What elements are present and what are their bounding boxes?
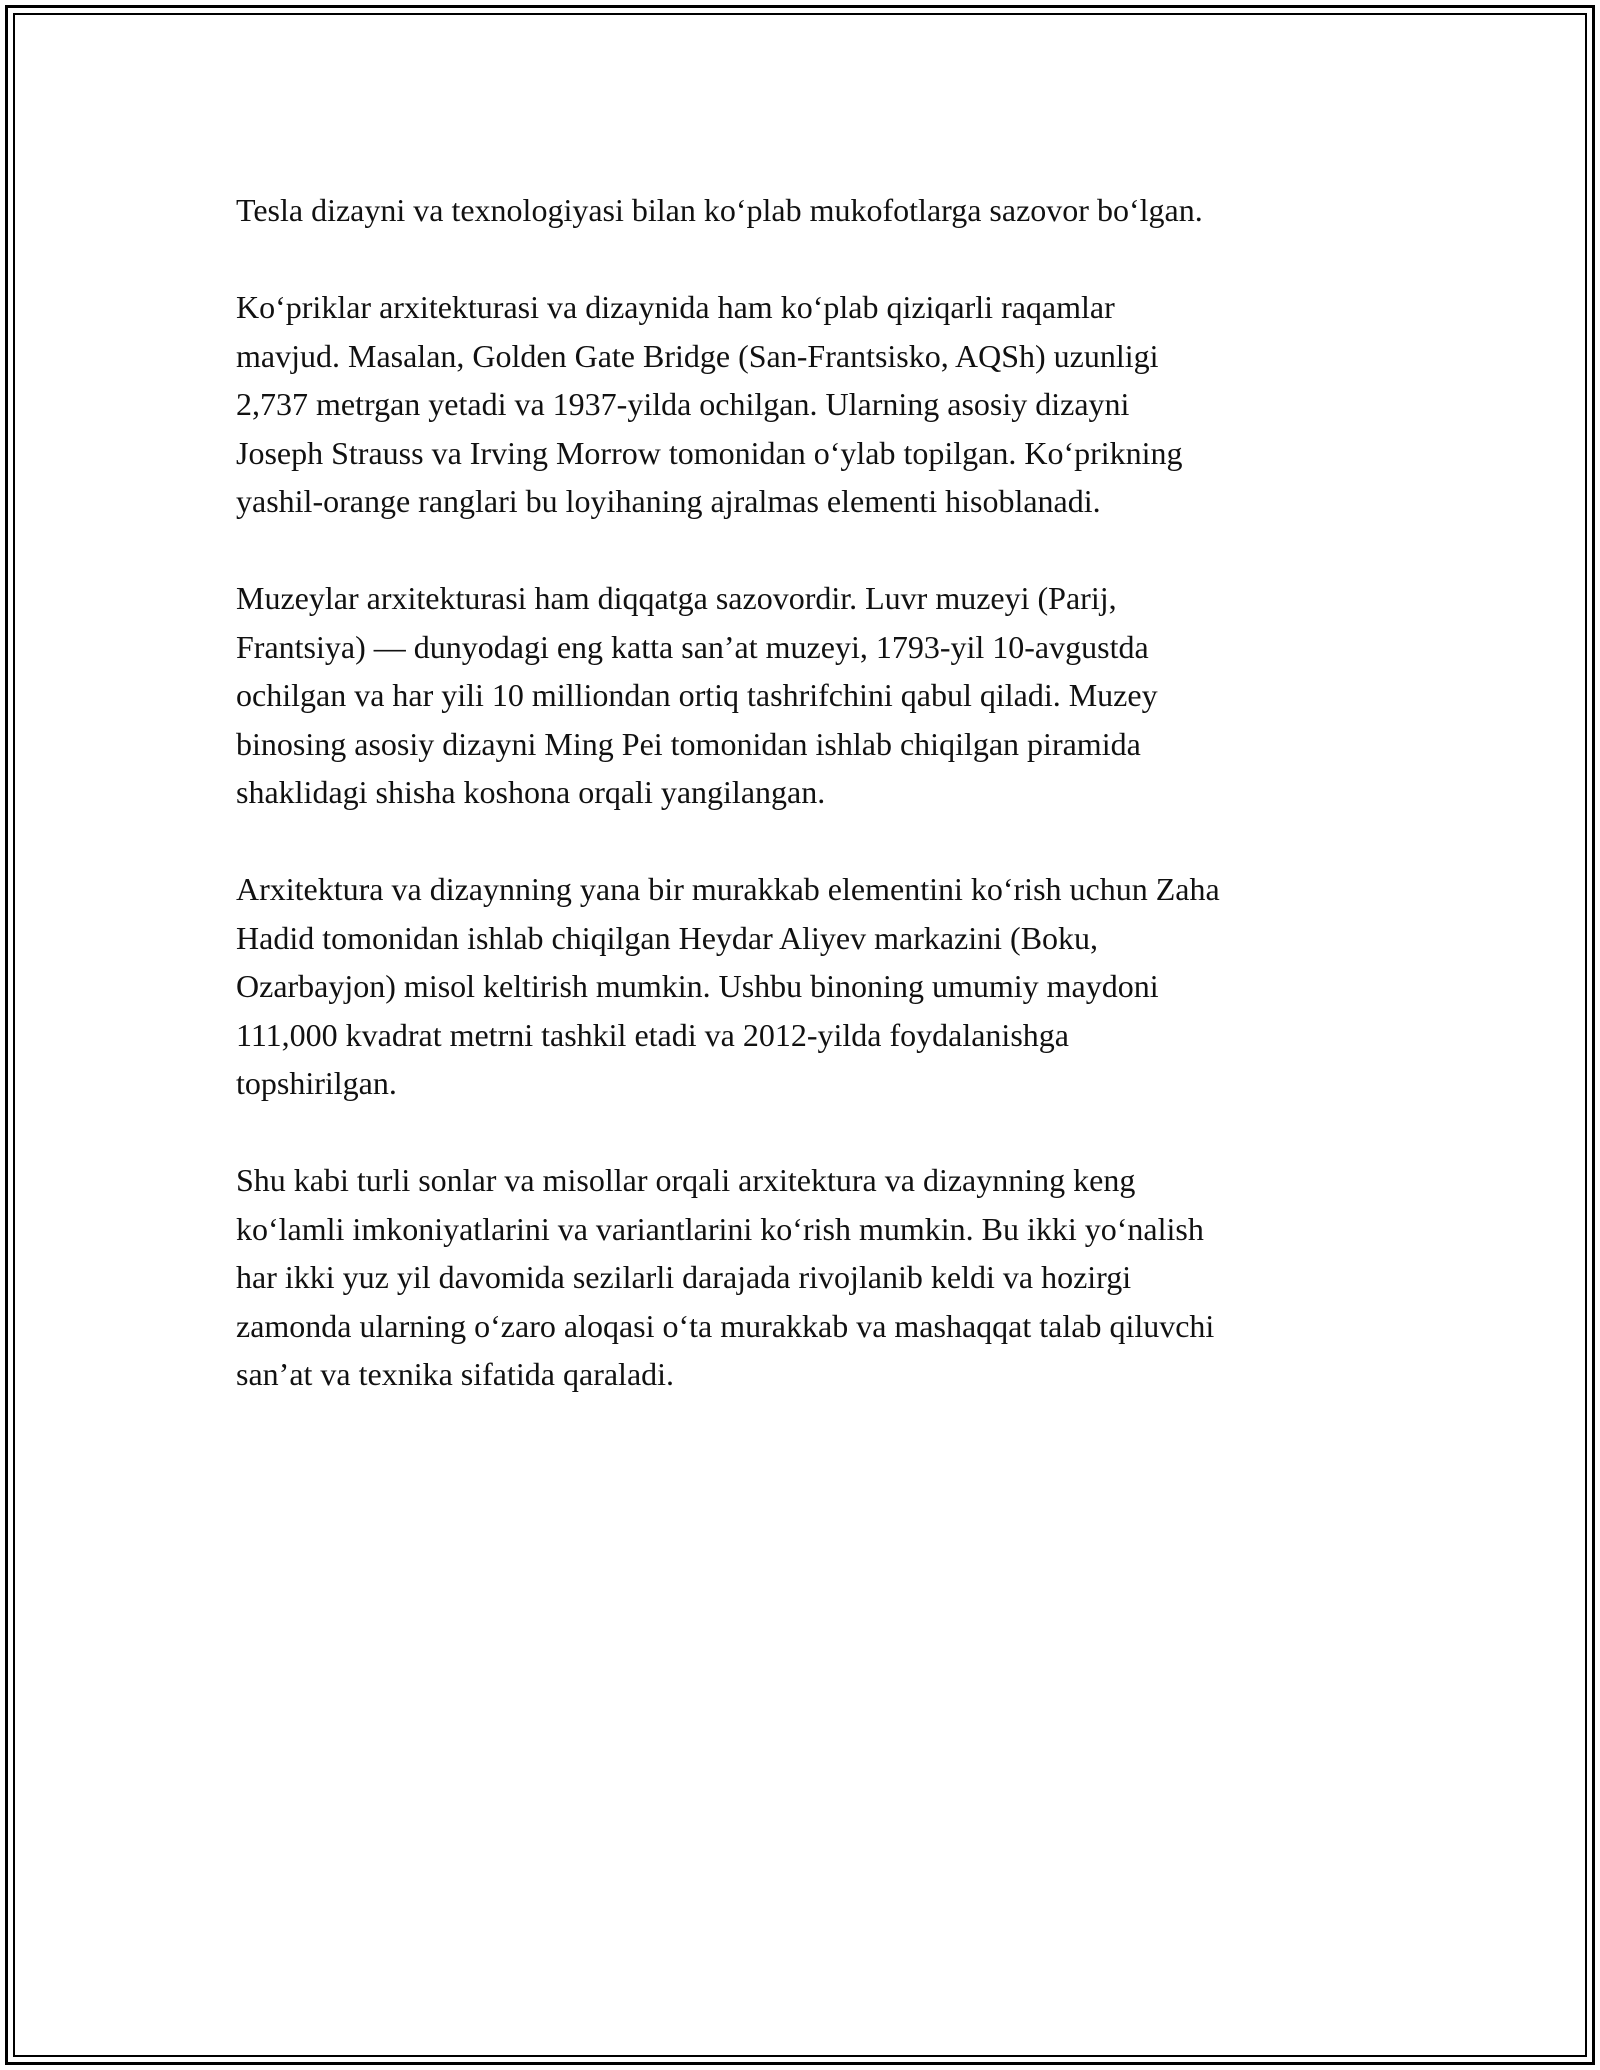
text-line: binosing asosiy dizayni Ming Pei tomonidan ishlab chiqilgan piramida	[236, 725, 1141, 762]
text-line: san’at va texnika sifatida qaraladi.	[236, 1356, 675, 1392]
paragraph-4	[236, 865, 1376, 1108]
text-line: 2,737 metrgan yetadi va 1937-yilda ochilgan. Ularning asosiy dizayni	[236, 386, 1130, 422]
text-line: Arxitektura va dizaynning yana bir murakkab elementini ko‘rish uchun Zaha	[236, 871, 1220, 907]
text-line: mavjud. Masalan, Golden Gate Bridge (San-Frantsisko, AQSh) uzunligi	[236, 337, 1159, 374]
paragraph-1	[236, 186, 1376, 235]
paragraph-5	[236, 1156, 1376, 1399]
text-line: Frantsiya) — dunyodagi eng katta san’at muzeyi, 1793-yil 10-avgustda	[236, 628, 1149, 665]
text-line: Tesla dizayni va texnologiyasi bilan ko‘plab mukofotlarga sazovor bo‘lgan.	[236, 192, 1203, 228]
paragraph-2	[236, 283, 1376, 526]
text-line: ochilgan va har yili 10 milliondan ortiq tashrifchini qabul qiladi. Muzey	[236, 677, 1158, 713]
text-line: yashil-orange ranglari bu loyihaning ajralmas elementi hisoblanadi.	[236, 483, 1101, 519]
text-line: Shu kabi turli sonlar va misollar orqali arxitektura va dizaynning keng	[236, 1162, 1136, 1198]
text-line: Joseph Strauss va Irving Morrow tomonidan o‘ylab topilgan. Ko‘prikning	[236, 434, 1183, 471]
text-line: Ko‘priklar arxitekturasi va dizaynida ham ko‘plab qiziqarli raqamlar	[236, 289, 1115, 325]
text-line: topshirilgan.	[236, 1065, 397, 1101]
text-line: har ikki yuz yil davomida sezilarli darajada rivojlanib keldi va hozirgi	[236, 1259, 1132, 1295]
text-line: 111,000 kvadrat metrni tashkil etadi va 2012-yilda foydalanishga	[236, 1016, 1069, 1053]
text-line: shaklidagi shisha koshona orqali yangilangan.	[236, 774, 826, 810]
text-line: Muzeylar arxitekturasi ham diqqatga sazovordir. Luvr muzeyi (Parij,	[236, 580, 1117, 616]
paragraph-3	[236, 574, 1376, 817]
text-line: Hadid tomonidan ishlab chiqilgan Heydar Aliyev markazini (Boku,	[236, 919, 1099, 956]
document-body	[236, 186, 1376, 1447]
text-line: zamonda ularning o‘zaro aloqasi o‘ta murakkab va mashaqqat talab qiluvchi	[236, 1307, 1215, 1344]
text-line: ko‘lamli imkoniyatlarini va variantlarini ko‘rish mumkin. Bu ikki yo‘nalish	[236, 1210, 1204, 1247]
text-line: Ozarbayjon) misol keltirish mumkin. Ushbu binoning umumiy maydoni	[236, 968, 1159, 1004]
